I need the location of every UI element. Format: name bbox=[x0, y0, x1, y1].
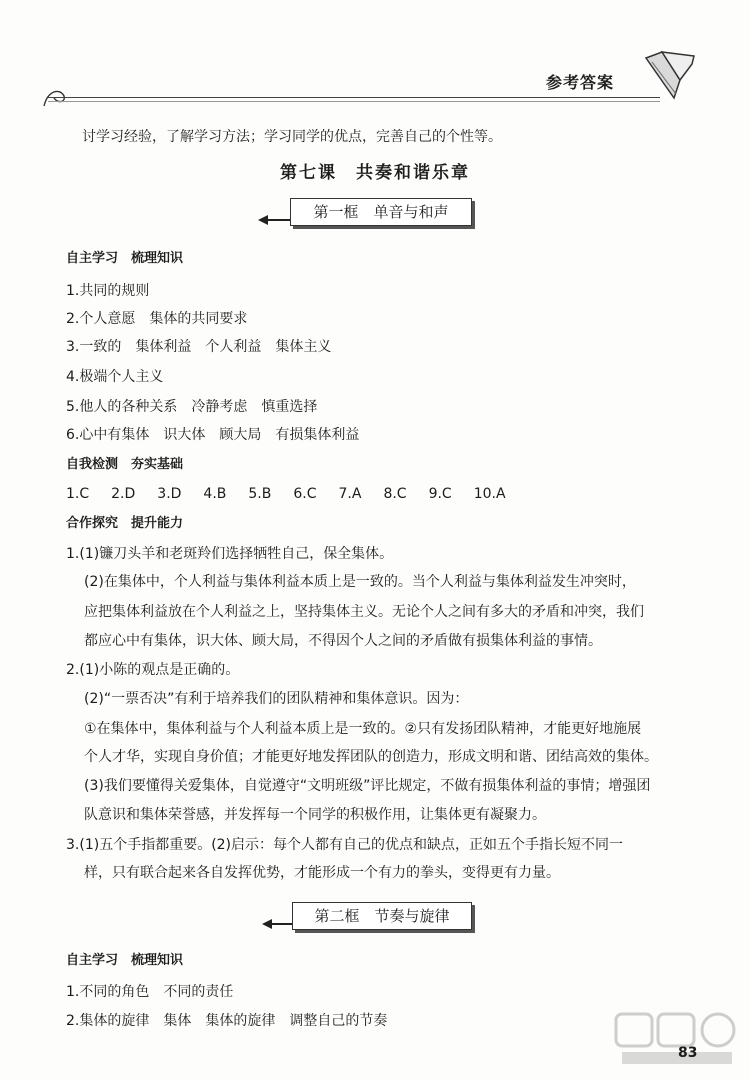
list-item: 6.心中有集体 识大体 顾大局 有损集体利益 bbox=[66, 427, 360, 443]
header-rule bbox=[48, 97, 660, 98]
book-logo-icon bbox=[640, 50, 700, 102]
answer-item: 8.C bbox=[383, 486, 407, 502]
paragraph-line: 2.(1)小陈的观点是正确的。 bbox=[66, 662, 240, 678]
intro-line: 讨学习经验，了解学习方法；学习同学的优点，完善自己的个性等。 bbox=[82, 129, 502, 145]
section-heading-cooperation: 合作探究 提升能力 bbox=[66, 516, 184, 531]
answer-item: 3.D bbox=[157, 486, 182, 502]
list-item: 1.共同的规则 bbox=[66, 283, 150, 299]
list-item: 5.他人的各种关系 冷静考虑 慎重选择 bbox=[66, 399, 318, 415]
watermark-stamp-icon bbox=[612, 1010, 742, 1070]
paragraph-line: 应把集体利益放在个人利益之上，坚持集体主义。无论个人之间有多大的矛盾和冲突，我们 bbox=[84, 604, 644, 620]
answer-item: 4.B bbox=[203, 486, 227, 502]
list-item: 1.不同的角色 不同的责任 bbox=[66, 984, 234, 1000]
header-label: 参考答案 bbox=[546, 73, 615, 92]
list-item: 4.极端个人主义 bbox=[66, 369, 164, 385]
paragraph-line: ①在集体中，集体利益与个人利益本质上是一致的。②只有发扬团队精神，才能更好地施展 bbox=[84, 721, 642, 737]
answer-item: 7.A bbox=[338, 486, 362, 502]
paragraph-line: 3.(1)五个手指都重要。(2)启示：每个人都有自己的优点和缺点，正如五个手指长短不同一 bbox=[66, 837, 624, 853]
answer-row bbox=[66, 485, 528, 503]
header-swirl-icon bbox=[40, 86, 70, 112]
list-item: 2.集体的旋律 集体 集体的旋律 调整自己的节奏 bbox=[66, 1013, 388, 1029]
list-item: 3.一致的 集体利益 个人利益 集体主义 bbox=[66, 339, 332, 355]
page-number: 83 bbox=[678, 1045, 698, 1061]
answer-item: 5.B bbox=[248, 486, 272, 502]
answer-item: 2.D bbox=[111, 486, 136, 502]
frame-title-2: 第二框 节奏与旋律 bbox=[292, 902, 472, 930]
paragraph-line: 都应心中有集体，识大体、顾大局，不得因个人之间的矛盾做有损集体利益的事情。 bbox=[84, 633, 602, 649]
paragraph-line: 1.(1)镰刀头羊和老斑羚们选择牺牲自己，保全集体。 bbox=[66, 546, 394, 562]
section-heading-self-test: 自我检测 夯实基础 bbox=[66, 457, 184, 472]
paragraph-line: (2)“一票否决”有利于培养我们的团队精神和集体意识。因为： bbox=[84, 691, 469, 707]
section-heading-self-study-2: 自主学习 梳理知识 bbox=[66, 953, 184, 968]
paragraph-line: 样，只有联合起来各自发挥优势，才能形成一个有力的拳头，变得更有力量。 bbox=[84, 865, 560, 881]
paragraph-line: 个人才华，实现自身价值；才能更好地发挥团队的创造力，形成文明和谐、团结高效的集体。 bbox=[84, 749, 658, 765]
header-rule-secondary bbox=[48, 101, 660, 102]
section-heading-self-study: 自主学习 梳理知识 bbox=[66, 251, 184, 266]
lesson-title: 第七课 共奏和谐乐章 bbox=[280, 163, 470, 183]
answer-item: 9.C bbox=[428, 486, 452, 502]
list-item: 2.个人意愿 集体的共同要求 bbox=[66, 311, 248, 327]
paragraph-line: (2)在集体中，个人利益与集体利益本质上是一致的。当个人利益与集体利益发生冲突时， bbox=[84, 574, 636, 590]
answer-item: 6.C bbox=[293, 486, 317, 502]
paragraph-line: 队意识和集体荣誉感，并发挥每一个同学的积极作用，让集体更有凝聚力。 bbox=[84, 807, 546, 823]
answer-item: 1.C bbox=[66, 486, 90, 502]
answer-item: 10.A bbox=[473, 486, 506, 502]
frame-title-1: 第一框 单音与和声 bbox=[290, 198, 472, 226]
paragraph-line: (3)我们要懂得关爱集体，自觉遵守“文明班级”评比规定，不做有损集体利益的事情；增强团 bbox=[84, 778, 651, 794]
